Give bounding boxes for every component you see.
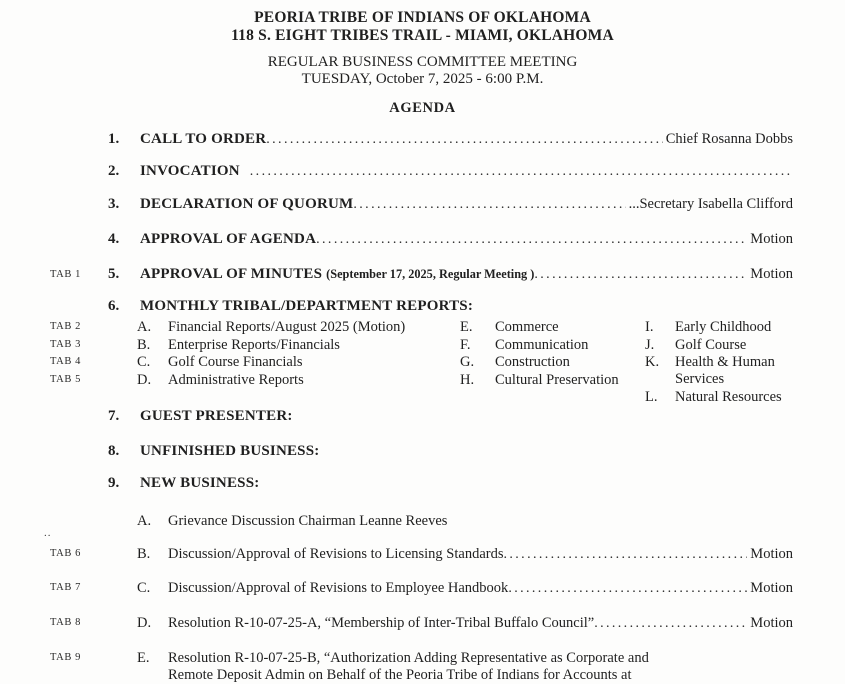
item-title: GUEST PRESENTER: [140, 408, 293, 424]
new-business-item-e [137, 650, 793, 684]
tab-label-6: TAB 6 [50, 548, 82, 559]
reports-column-1 [137, 319, 405, 389]
item-title: NEW BUSINESS: [140, 475, 260, 491]
item-number: 1. [108, 131, 120, 147]
item-action: Motion [750, 266, 793, 282]
tab-label-2: TAB 2 [50, 321, 82, 332]
report-letter: G. [460, 354, 475, 370]
report-item [137, 337, 405, 355]
meeting-datetime: TUESDAY, October 7, 2025 - 6:00 P.M. [301, 71, 544, 87]
report-text: Construction [495, 354, 570, 370]
report-text: Cultural Preservation [495, 371, 619, 388]
item-title: UNFINISHED BUSINESS: [140, 443, 320, 459]
report-text: Golf Course Financials [168, 354, 303, 370]
dot-leader [508, 581, 747, 597]
item-text [168, 650, 649, 684]
tab-label-9: TAB 9 [50, 652, 82, 663]
item-title: APPROVAL OF AGENDA [140, 231, 317, 247]
report-text: Natural Resources [675, 388, 782, 405]
tab-label-4: TAB 4 [50, 356, 82, 367]
report-text: Financial Reports/August 2025 (Motion) [168, 319, 406, 335]
new-business-item-b [137, 546, 793, 563]
item-number: 6. [108, 298, 120, 314]
item-text: Grievance Discussion Chairman Leanne Reeves [168, 513, 448, 529]
dot-leader [534, 267, 747, 283]
report-letter: L. [645, 388, 658, 405]
item-title: INVOCATION [140, 163, 240, 179]
item-title: DECLARATION OF QUORUM [140, 196, 354, 212]
report-letter: J. [645, 336, 655, 353]
report-text: Commerce [495, 319, 559, 335]
report-letter: D. [137, 371, 152, 388]
report-text: Administrative Reports [168, 371, 304, 388]
item-number: 4. [108, 231, 120, 247]
item-title: APPROVAL OF MINUTES [140, 266, 323, 282]
item-title: CALL TO ORDER [140, 131, 267, 147]
report-item [460, 372, 619, 390]
item-action: Motion [750, 546, 793, 562]
report-letter: A. [137, 319, 152, 335]
report-item [645, 319, 795, 337]
agenda-item-approval-minutes [108, 266, 793, 283]
org-name: PEORIA TRIBE OF INDIANS OF OKLAHOMA [254, 9, 591, 26]
item-text-line-1: Resolution R-10-07-25-B, “Authorization Adding Representative as Corporate and [168, 650, 649, 666]
tab-label-5: TAB 5 [50, 374, 82, 385]
item-number: 7. [108, 408, 120, 424]
agenda-title: AGENDA [389, 100, 456, 116]
report-text: Early Childhood [675, 319, 772, 335]
new-business-item-c [137, 580, 793, 597]
report-item [460, 337, 619, 355]
agenda-item-guest-presenter [108, 408, 793, 425]
report-item [137, 372, 405, 390]
stray-mark: .. [44, 527, 52, 539]
agenda-item-call-to-order [108, 131, 793, 148]
tab-label-1: TAB 1 [50, 269, 82, 280]
item-text: Resolution R-10-07-25-A, “Membership of Inter-Tribal Buffalo Council” [168, 615, 595, 631]
item-action: Motion [750, 580, 793, 596]
agenda-item-quorum [108, 196, 793, 213]
tab-label-8: TAB 8 [50, 617, 82, 628]
report-letter: B. [137, 336, 151, 353]
report-letter: C. [137, 354, 151, 370]
item-text-line-2: Remote Deposit Admin on Behalf of the Peoria Tribe of Indians for Accounts at [168, 667, 632, 684]
agenda-item-unfinished-business [108, 443, 793, 460]
dot-leader [353, 197, 625, 213]
item-letter: E. [137, 650, 150, 666]
tab-label-3: TAB 3 [50, 339, 82, 350]
item-letter: B. [137, 546, 151, 562]
item-action: Motion [750, 615, 793, 631]
tab-label-7: TAB 7 [50, 582, 82, 593]
agenda-item-approval-agenda [108, 231, 793, 248]
report-item [460, 354, 619, 372]
item-letter: A. [137, 513, 152, 529]
report-item [137, 319, 405, 337]
item-note: (September 17, 2025, Regular Meeting ) [326, 267, 535, 281]
new-business-item-a [137, 513, 793, 530]
report-text: Health & Human Services [675, 354, 775, 388]
item-letter: D. [137, 615, 152, 631]
report-letter: E. [460, 319, 473, 335]
report-letter: F. [460, 336, 471, 353]
report-item [645, 354, 795, 389]
report-letter: H. [460, 371, 475, 388]
report-text: Golf Course [675, 336, 747, 353]
new-business-item-d [137, 615, 793, 632]
dot-leader [594, 616, 747, 632]
item-text: Discussion/Approval of Revisions to Employee Handbook [168, 580, 509, 596]
dot-leader [316, 232, 747, 248]
report-text: Communication [495, 336, 589, 353]
item-text: Discussion/Approval of Revisions to Licensing Standards [168, 546, 504, 562]
dot-leader [250, 164, 793, 180]
item-letter: C. [137, 580, 151, 596]
item-number: 5. [108, 266, 120, 282]
report-letter: I. [645, 319, 654, 335]
report-item [137, 354, 405, 372]
agenda-item-invocation [108, 163, 793, 180]
report-item [460, 319, 619, 337]
dot-leader [266, 132, 662, 148]
reports-column-3 [645, 319, 795, 406]
item-number: 3. [108, 196, 120, 212]
item-assignee: Chief Rosanna Dobbs [665, 131, 793, 147]
agenda-item-monthly-reports [108, 298, 793, 315]
reports-column-2 [460, 319, 619, 389]
report-item [645, 337, 795, 355]
item-number: 8. [108, 443, 120, 459]
report-letter: K. [645, 354, 660, 370]
report-item [645, 389, 795, 407]
org-address: 118 S. EIGHT TRIBES TRAIL - MIAMI, OKLAHOMA [231, 27, 614, 44]
report-text: Enterprise Reports/Financials [168, 336, 340, 353]
dot-leader [503, 547, 747, 563]
agenda-item-new-business [108, 475, 793, 492]
item-number: 9. [108, 475, 120, 491]
item-action: Motion [750, 231, 793, 247]
item-assignee: ...Secretary Isabella Clifford [628, 196, 793, 212]
meeting-type: REGULAR BUSINESS COMMITTEE MEETING [267, 54, 578, 70]
item-title: MONTHLY TRIBAL/DEPARTMENT REPORTS: [140, 298, 474, 314]
item-number: 2. [108, 163, 120, 179]
